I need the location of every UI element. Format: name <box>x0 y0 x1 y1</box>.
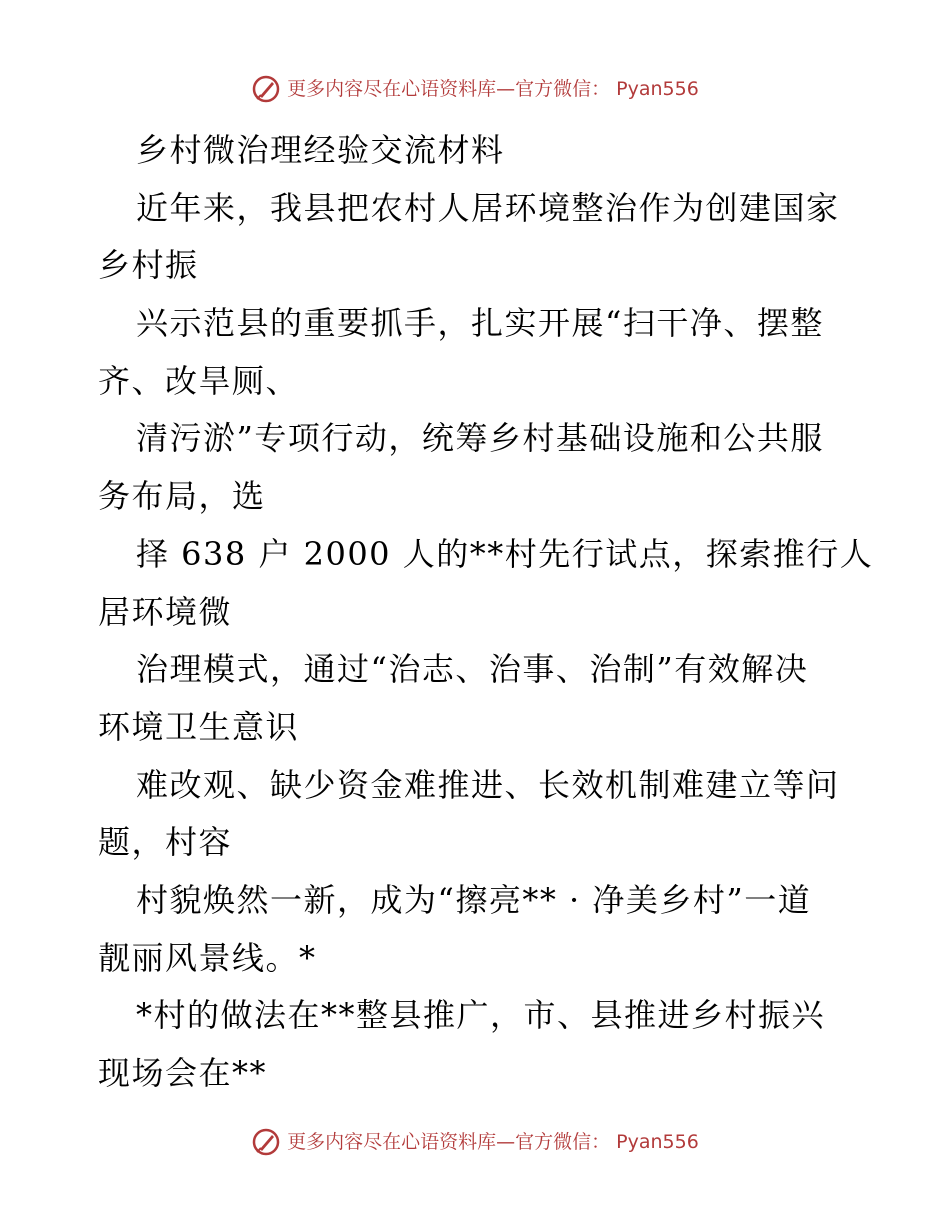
quill-pen-logo-icon <box>251 74 281 104</box>
text-line: 乡村振 <box>98 246 199 285</box>
text-line: 务布局，选 <box>98 477 266 516</box>
quill-pen-logo-icon <box>251 1127 281 1157</box>
text-line: 靓丽风景线。* <box>98 938 317 977</box>
text-line: 齐、改旱厕、 <box>98 361 300 400</box>
watermark-text: 更多内容尽在心语资料库—官方微信： <box>287 1131 611 1153</box>
text-line: 近年来，我县把农村人居环境整治作为创建国家 <box>136 188 840 227</box>
document-body <box>98 122 874 1103</box>
footer-watermark <box>0 1125 950 1159</box>
header-watermark <box>0 72 950 106</box>
document-title: 乡村微治理经验交流材料 <box>136 131 505 169</box>
text-line: 居环境微 <box>98 592 233 631</box>
text-line: 题，村容 <box>98 823 233 862</box>
text-line: 清污淤”专项行动，统筹乡村基础设施和公共服 <box>136 419 824 458</box>
text-line: *村的做法在**整县推广，市、县推进乡村振兴 <box>136 996 826 1035</box>
watermark-wechat-id: Pyan556 <box>616 78 699 100</box>
text-line: 兴示范县的重要抓手，扎实开展“扫干净、摆整 <box>136 304 824 343</box>
text-line: 治理模式，通过“治志、治事、治制”有效解决 <box>136 650 809 689</box>
watermark-wechat-id: Pyan556 <box>616 1131 699 1153</box>
text-line: 村貌焕然一新，成为“擦亮** · 净美乡村”一道 <box>136 880 812 919</box>
text-line: 现场会在** <box>98 1054 268 1092</box>
watermark-text: 更多内容尽在心语资料库—官方微信： <box>287 78 611 100</box>
text-line: 环境卫生意识 <box>98 707 300 746</box>
text-line: 择 638 户 2000 人的**村先行试点，探索推行人 <box>136 534 874 573</box>
text-line: 难改观、缺少资金难推进、长效机制难建立等问 <box>136 765 840 804</box>
